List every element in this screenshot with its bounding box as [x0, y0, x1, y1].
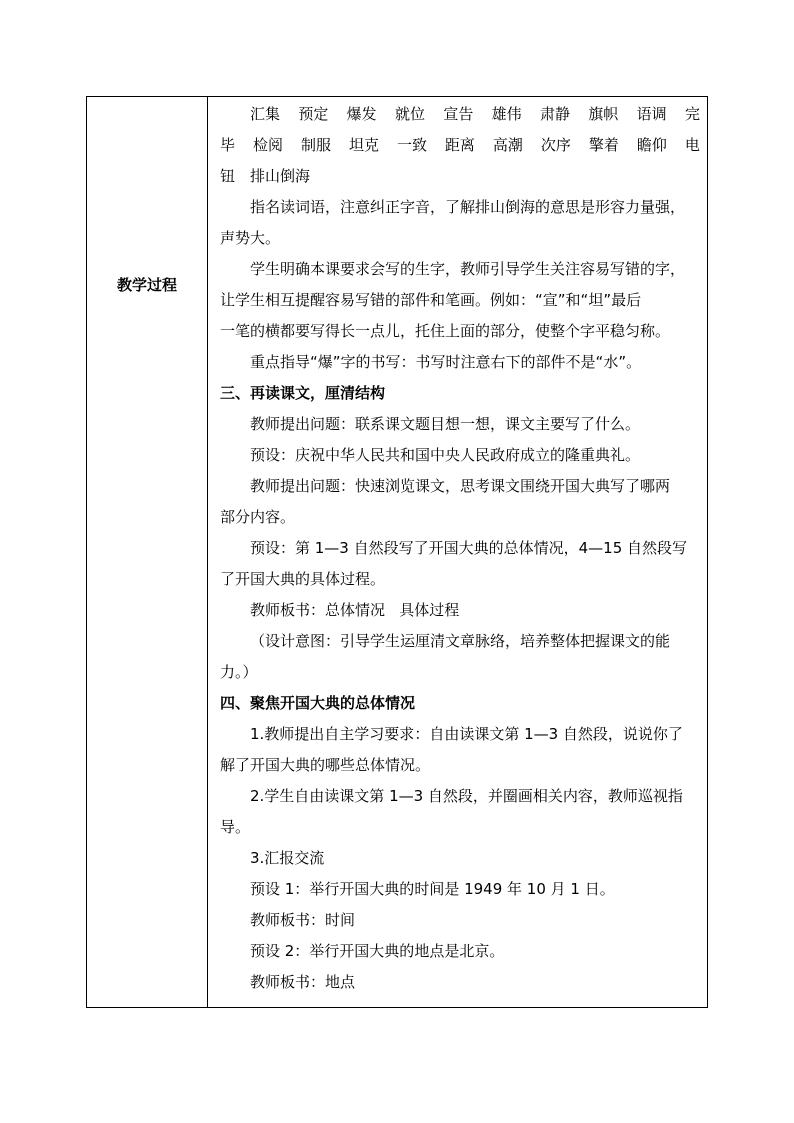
text-line: 预设：庆祝中华人民共和国中央人民政府成立的隆重典礼。: [250, 446, 641, 464]
text-line: （设计意图：引导学生运厘清文章脉络，培养整体把握课文的能: [250, 632, 671, 650]
vocab-word: 检阅: [252, 136, 283, 154]
vocab-word: 宣告: [443, 105, 474, 123]
vocab-word: 一致: [396, 136, 427, 154]
section-label: 教学过程: [116, 276, 177, 294]
vocab-word: 毕: [220, 136, 236, 154]
content-column: [220, 99, 700, 998]
vocab-word: 电: [684, 136, 700, 154]
vocab-word: 就位: [394, 105, 425, 123]
text-line: 教师提出问题：联系课文题目想一想，课文主要写了什么。: [250, 415, 641, 433]
vocab-word: 擎着: [588, 136, 619, 154]
text-line: 教师板书：时间: [250, 911, 356, 929]
vocab-word: 语调: [636, 105, 667, 123]
text-line: 重点指导“爆”字的书写：书写时注意右下的部件不是“水”。: [250, 353, 642, 371]
text-line: 3.汇报交流: [250, 849, 325, 867]
text-line: 预设：第 1—3 自然段写了开国大典的总体情况，4—15 自然段写: [250, 539, 688, 557]
vocab-word: 瞻仰: [636, 136, 667, 154]
vocab-word: 制服: [300, 136, 331, 154]
vocab-word: 雄伟: [491, 105, 522, 123]
label-column: [87, 97, 208, 1007]
text-line: 解了开国大典的哪些总体情况。: [220, 756, 431, 774]
vocab-word: 高潮: [492, 136, 523, 154]
vocab-word: 肃静: [539, 105, 570, 123]
text-line: 预设 2：举行开国大典的地点是北京。: [250, 942, 505, 960]
text-line: 一笔的横都要写得长一点儿，托住上面的部分，使整个字平稳匀称。: [220, 322, 671, 340]
text-line: 指名读词语，注意纠正字音，了解排山倒海的意思是形容力量强，: [250, 198, 686, 216]
text-line: 让学生相互提醒容易写错的部件和笔画。例如：“宣”和“坦”最后: [220, 291, 642, 309]
section-heading: 四、聚焦开国大典的总体情况: [220, 694, 416, 712]
vocab-word: 坦克: [348, 136, 379, 154]
text-line: 导。: [220, 818, 251, 836]
text-line: 了开国大典的具体过程。: [220, 570, 386, 588]
vocab-line: [220, 161, 700, 192]
text-line: 教师板书：总体情况 具体过程: [250, 601, 460, 619]
vocab-word: 预定: [298, 105, 329, 123]
text-line: 学生明确本课要求会写的生字，教师引导学生关注容易写错的字，: [250, 260, 686, 278]
vocab-word: 钮: [220, 167, 236, 185]
text-line: 2.学生自由读课文第 1—3 自然段，并圈画相关内容，教师巡视指: [250, 787, 683, 805]
vocab-word: 完: [684, 105, 700, 123]
vocab-word: 爆发: [346, 105, 377, 123]
lesson-table: [86, 96, 708, 1008]
text-line: 部分内容。: [220, 508, 296, 526]
text-line: 教师板书：地点: [250, 973, 356, 991]
vocab-word: 旗帜: [588, 105, 619, 123]
text-line: 教师提出问题：快速浏览课文，思考课文围绕开国大典写了哪两: [250, 477, 671, 495]
vocab-line: [220, 99, 700, 130]
vocab-line: [220, 130, 700, 161]
vocab-word: 排山倒海: [250, 167, 311, 185]
text-line: 力。）: [220, 663, 258, 681]
vocab-word: 距离: [444, 136, 475, 154]
text-line: 1.教师提出自主学习要求：自由读课文第 1—3 自然段，说说你了: [250, 725, 683, 743]
section-heading: 三、再读课文，厘清结构: [220, 384, 386, 402]
vocab-word: 汇集: [250, 105, 281, 123]
text-line: 声势大。: [220, 229, 281, 247]
text-line: 预设 1：举行开国大典的时间是 1949 年 10 月 1 日。: [250, 880, 615, 898]
vocab-word: 次序: [540, 136, 571, 154]
